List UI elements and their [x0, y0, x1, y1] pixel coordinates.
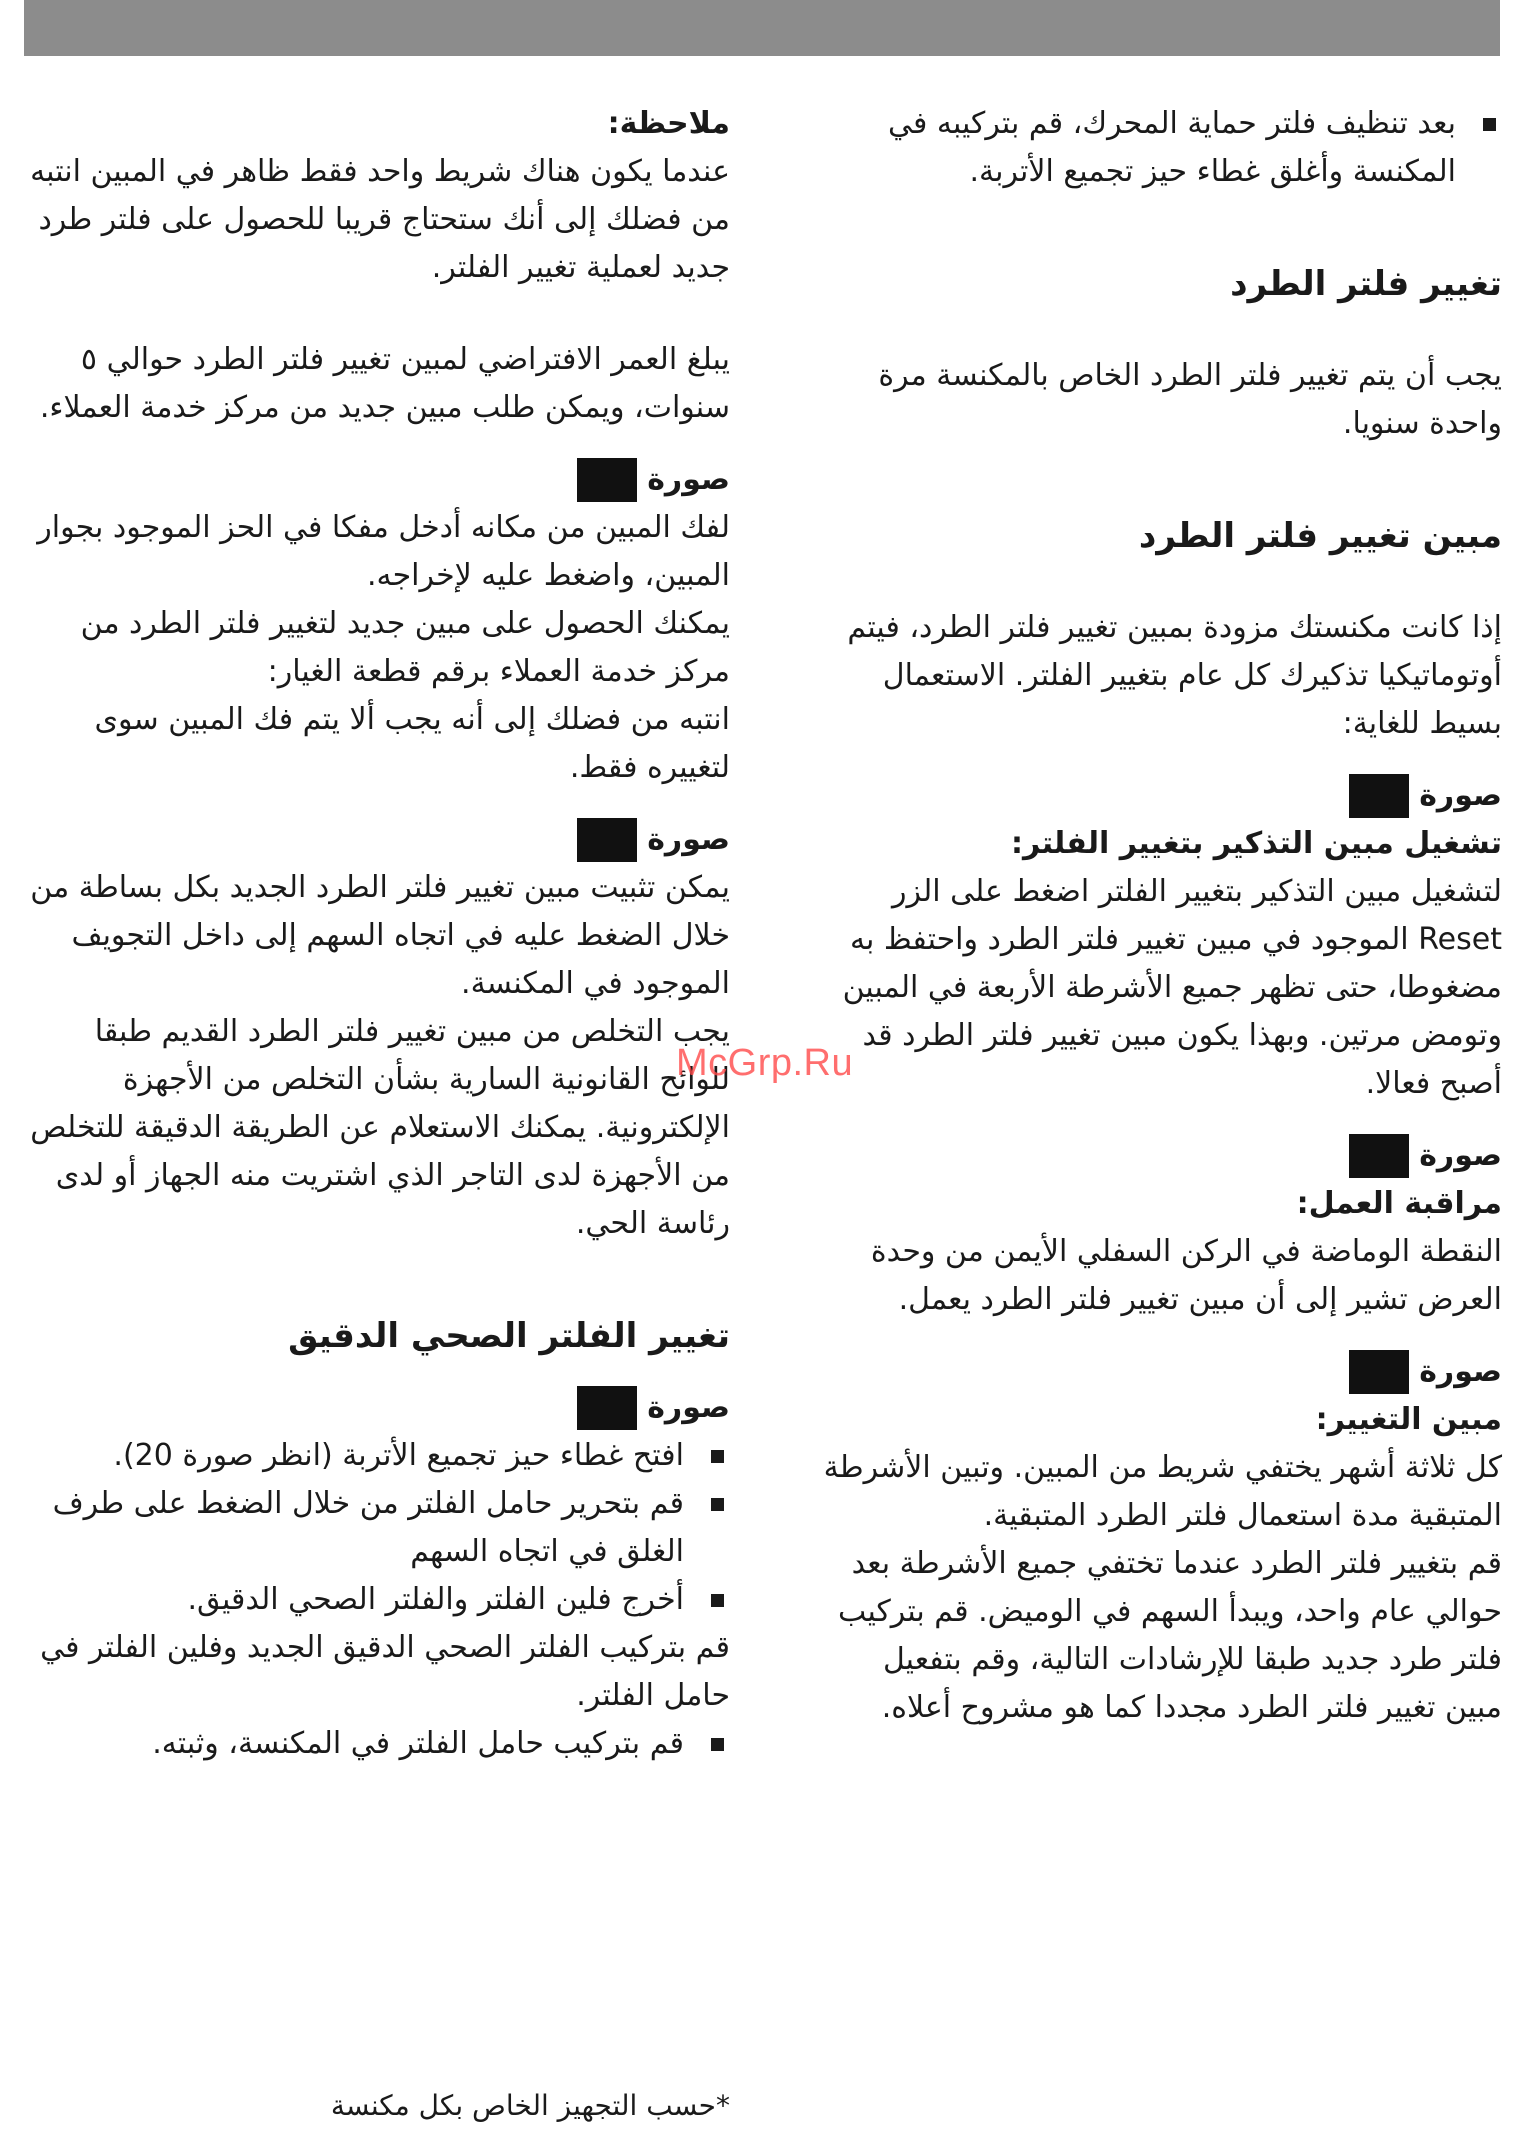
install-text: يمكن تثبيت مبين تغيير فلتر الطرد الجديد بكل بساطة من خلال الضغط عليه في اتجاه السهم إلى داخل التجويف الموجود في المكنسة. [30, 870, 730, 1001]
header-bar [24, 0, 1500, 56]
figure-label-text: صورة [1419, 1354, 1502, 1389]
change-text-2: قم بتغيير فلتر الطرد عندما تختفي جميع الأشرطة بعد حوالي عام واحد، ويبدأ السهم في الوميض. قم بتركيب فلتر طرد جديد طبقا للإرشادات التالية، وقم بتفعيل مبين تغيير فلتر الطرد مجددا كما هو مشروح أعلاه. [837, 1546, 1502, 1725]
heading-hygiene-filter: تغيير الفلتر الصحي الدقيق [288, 1316, 730, 1356]
figure-label-6 [25, 1384, 730, 1432]
activate-heading: تشغيل مبين التذكير بتغيير الفلتر: [1011, 826, 1502, 861]
change-heading: مبين التغيير: [1315, 1402, 1502, 1437]
monitor-heading: مراقبة العمل: [1296, 1186, 1502, 1221]
note-heading: ملاحظة: [607, 106, 730, 141]
figure-number-box [577, 1386, 637, 1430]
footnote: *حسب التجهيز الخاص بكل مكنسة [330, 2089, 730, 2122]
figure-number-box [577, 818, 637, 862]
remove-text-2: يمكنك الحصول على مبين جديد لتغيير فلتر الطرد من مركز خدمة العملاء برقم قطعة الغيار: [80, 606, 730, 689]
figure-label-5 [25, 816, 730, 864]
figure-label-text: صورة [1419, 1138, 1502, 1173]
figure-label-text: صورة [647, 462, 730, 497]
watermark: McGrp.Ru [676, 1042, 854, 1084]
monitor-text: النقطة الوماضة في الركن السفلي الأيمن من وحدة العرض تشير إلى أن مبين تغيير فلتر الطرد يعمل. [870, 1234, 1502, 1317]
figure-label-3 [822, 1348, 1502, 1396]
lifetime-text: يبلغ العمر الافتراضي لمبين تغيير فلتر الطرد حوالي ٥ سنوات، ويمكن طلب مبين جديد من مركز خدمة العملاء. [39, 342, 730, 425]
figure-label-4 [25, 456, 730, 504]
figure-number-box [1349, 1350, 1409, 1394]
step-2: قم بتحرير حامل الفلتر من خلال الضغط على طرف الغلق في اتجاه السهم [25, 1480, 730, 1576]
figure-label-1 [822, 772, 1502, 820]
step-1: افتح غطاء حيز تجميع الأتربة (انظر صورة 20). [25, 1432, 730, 1480]
step-3: أخرج فلين الفلتر والفلتر الصحي الدقيق. [25, 1576, 730, 1624]
figure-number-box [1349, 774, 1409, 818]
heading-indicator: مبين تغيير فلتر الطرد [1138, 516, 1502, 556]
note-text: عندما يكون هناك شريط واحد فقط ظاهر في المبين انتبه من فضلك إلى أنك ستحتاج قريبا للحصول على فلتر طرد جديد لعملية تغيير الفلتر. [30, 154, 730, 285]
figure-label-text: صورة [647, 822, 730, 857]
activate-text: لتشغيل مبين التذكير بتغيير الفلتر اضغط على الزر Reset الموجود في مبين تغيير فلتر الطرد واحتفظ به مضغوطا، حتى تظهر جميع الأشرطة الأربعة في المبين وتومض مرتين. وبهذا يكون مبين تغيير فلتر الطرد قد أصبح فعالا. [842, 874, 1502, 1101]
dispose-text: يجب التخلص من مبين تغيير فلتر الطرد القديم طبقا للوائح القانونية السارية بشأن التخلص من الأجهزة الإلكترونية. يمكنك الاستعلام عن الطريقة الدقيقة للتخلص من الأجهزة لدى التاجر الذي اشتريت منه الجهاز أو لدى رئاسة الحي. [30, 1014, 730, 1241]
heading-change-filter: تغيير فلتر الطرد [1230, 264, 1502, 304]
right-column [822, 100, 1502, 1732]
change-filter-text: يجب أن يتم تغيير فلتر الطرد الخاص بالمكنسة مرة واحدة سنويا. [878, 358, 1502, 441]
step-4: قم بتركيب حامل الفلتر في المكنسة، وثبته. [25, 1720, 730, 1768]
indicator-text: إذا كانت مكنستك مزودة بمبين تغيير فلتر الطرد، فيتم أوتوماتيكيا تذكيرك كل عام بتغيير الفلتر. الاستعمال بسيط للغاية: [847, 610, 1502, 741]
remove-text-1: لفك المبين من مكانه أدخل مفكا في الحز الموجود بجوار المبين، واضغط عليه لإخراجه. [37, 510, 730, 593]
figure-label-2 [822, 1132, 1502, 1180]
figure-number-box [1349, 1134, 1409, 1178]
figure-label-text: صورة [1419, 778, 1502, 813]
step-3-continued: قم بتركيب الفلتر الصحي الدقيق الجديد وفلين الفلتر في حامل الفلتر. [40, 1630, 730, 1713]
bullet-after-clean: بعد تنظيف فلتر حماية المحرك، قم بتركيبه في المكنسة وأغلق غطاء حيز تجميع الأتربة. [822, 100, 1502, 196]
left-column [25, 100, 730, 1768]
figure-label-text: صورة [647, 1390, 730, 1425]
change-text-1: كل ثلاثة أشهر يختفي شريط من المبين. وتبين الأشرطة المتبقية مدة استعمال فلتر الطرد المتبقية. [823, 1450, 1502, 1533]
figure-number-box [577, 458, 637, 502]
remove-text-3: انتبه من فضلك إلى أنه يجب ألا يتم فك المبين سوى لتغييره فقط. [94, 702, 730, 785]
